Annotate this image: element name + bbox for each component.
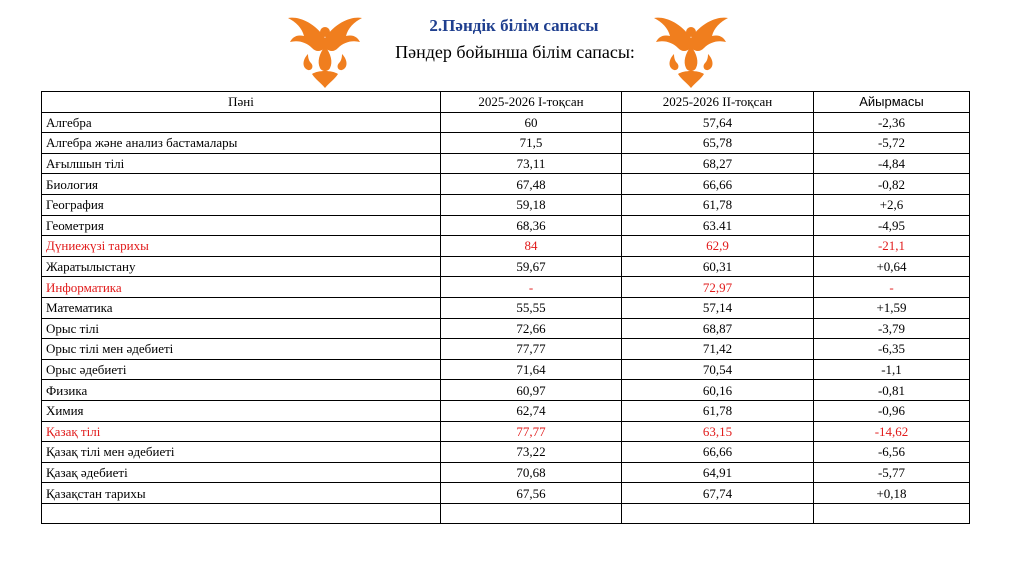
table-body xyxy=(42,112,970,524)
column-header-quarter-2: 2025-2026 ІІ-тоқсан xyxy=(622,92,814,113)
quarter-2-cell: 57,64 xyxy=(622,112,814,133)
table-row xyxy=(42,174,970,195)
difference-cell: -5,77 xyxy=(814,462,970,483)
subject-cell: Физика xyxy=(42,380,441,401)
table-row xyxy=(42,442,970,463)
difference-cell: +0,64 xyxy=(814,256,970,277)
quarter-1-cell: 71,5 xyxy=(441,133,622,154)
table-row xyxy=(42,215,970,236)
table-row xyxy=(42,503,970,524)
difference-cell: -14,62 xyxy=(814,421,970,442)
quarter-1-cell: 72,66 xyxy=(441,318,622,339)
quarter-1-cell: 67,56 xyxy=(441,483,622,504)
difference-cell xyxy=(814,503,970,524)
quarter-1-cell: 70,68 xyxy=(441,462,622,483)
difference-cell: -4,95 xyxy=(814,215,970,236)
subject-cell: Алгебра және анализ бастамалары xyxy=(42,133,441,154)
table-row xyxy=(42,421,970,442)
subject-cell: Геометрия xyxy=(42,215,441,236)
quarter-1-cell: 62,74 xyxy=(441,400,622,421)
difference-cell: +0,18 xyxy=(814,483,970,504)
quarter-1-cell: 60,97 xyxy=(441,380,622,401)
quarter-1-cell: 73,11 xyxy=(441,153,622,174)
subject-cell: Дүниежүзі тарихы xyxy=(42,236,441,257)
subject-cell: Химия xyxy=(42,400,441,421)
quarter-2-cell: 68,87 xyxy=(622,318,814,339)
quarter-2-cell: 71,42 xyxy=(622,339,814,360)
quarter-1-cell: 73,22 xyxy=(441,442,622,463)
difference-cell: -3,79 xyxy=(814,318,970,339)
table-row xyxy=(42,194,970,215)
quarter-2-cell: 66,66 xyxy=(622,174,814,195)
quarter-2-cell: 61,78 xyxy=(622,194,814,215)
quarter-2-cell: 63.41 xyxy=(622,215,814,236)
quarter-2-cell xyxy=(622,503,814,524)
table-row xyxy=(42,277,970,298)
quarter-2-cell: 67,74 xyxy=(622,483,814,504)
quarter-1-cell: 68,36 xyxy=(441,215,622,236)
difference-cell: -0,81 xyxy=(814,380,970,401)
difference-cell: -6,35 xyxy=(814,339,970,360)
quarter-1-cell: 71,64 xyxy=(441,359,622,380)
subject-cell: Орыс тілі xyxy=(42,318,441,339)
table-row xyxy=(42,400,970,421)
quarter-1-cell: - xyxy=(441,277,622,298)
difference-cell: - xyxy=(814,277,970,298)
subject-cell: Информатика xyxy=(42,277,441,298)
table-row xyxy=(42,380,970,401)
table-row xyxy=(42,297,970,318)
subject-cell: Биология xyxy=(42,174,441,195)
subject-cell: Жаратылыстану xyxy=(42,256,441,277)
page-subtitle: Пәндер бойынша білім сапасы: xyxy=(395,42,635,62)
subject-cell: География xyxy=(42,194,441,215)
winged-ornament-icon xyxy=(284,8,366,90)
subject-cell: Ағылшын тілі xyxy=(42,153,441,174)
difference-cell: +2,6 xyxy=(814,194,970,215)
table-row xyxy=(42,133,970,154)
quarter-2-cell: 60,31 xyxy=(622,256,814,277)
quarter-1-cell: 59,67 xyxy=(441,256,622,277)
table-row xyxy=(42,483,970,504)
table-row xyxy=(42,112,970,133)
table-row xyxy=(42,236,970,257)
grades-table xyxy=(41,91,970,524)
difference-cell: -0,82 xyxy=(814,174,970,195)
quarter-2-cell: 57,14 xyxy=(622,297,814,318)
page-title: 2.Пәндік білім сапасы xyxy=(429,16,599,35)
winged-ornament-icon xyxy=(650,8,732,90)
difference-cell: -0,96 xyxy=(814,400,970,421)
column-header-quarter-1: 2025-2026 І-тоқсан xyxy=(441,92,622,113)
table-row xyxy=(42,318,970,339)
quarter-1-cell: 55,55 xyxy=(441,297,622,318)
table-row xyxy=(42,339,970,360)
difference-cell: -4,84 xyxy=(814,153,970,174)
quarter-1-cell: 77,77 xyxy=(441,421,622,442)
quarter-2-cell: 66,66 xyxy=(622,442,814,463)
subject-cell xyxy=(42,503,441,524)
table-row xyxy=(42,462,970,483)
subject-cell: Орыс әдебиеті xyxy=(42,359,441,380)
table-row xyxy=(42,153,970,174)
quarter-2-cell: 63,15 xyxy=(622,421,814,442)
quarter-1-cell xyxy=(441,503,622,524)
difference-cell: -21,1 xyxy=(814,236,970,257)
quarter-2-cell: 62,9 xyxy=(622,236,814,257)
subject-cell: Алгебра xyxy=(42,112,441,133)
difference-cell: -6,56 xyxy=(814,442,970,463)
quarter-2-cell: 61,78 xyxy=(622,400,814,421)
quarter-2-cell: 60,16 xyxy=(622,380,814,401)
quarter-1-cell: 60 xyxy=(441,112,622,133)
quarter-2-cell: 64,91 xyxy=(622,462,814,483)
subject-cell: Қазақ тілі мен әдебиеті xyxy=(42,442,441,463)
quarter-2-cell: 65,78 xyxy=(622,133,814,154)
slide-header xyxy=(0,0,1024,90)
subject-cell: Математика xyxy=(42,297,441,318)
subject-cell: Орыс тілі мен әдебиеті xyxy=(42,339,441,360)
difference-cell: -1,1 xyxy=(814,359,970,380)
table-row xyxy=(42,359,970,380)
difference-cell: -5,72 xyxy=(814,133,970,154)
quarter-1-cell: 77,77 xyxy=(441,339,622,360)
table-header-row xyxy=(42,92,970,113)
subject-cell: Қазақ әдебиеті xyxy=(42,462,441,483)
subject-cell: Қазақ тілі xyxy=(42,421,441,442)
quarter-1-cell: 84 xyxy=(441,236,622,257)
quarter-2-cell: 72,97 xyxy=(622,277,814,298)
quarter-2-cell: 70,54 xyxy=(622,359,814,380)
column-header-subject: Пәні xyxy=(42,92,441,113)
quarter-1-cell: 67,48 xyxy=(441,174,622,195)
quarter-1-cell: 59,18 xyxy=(441,194,622,215)
difference-cell: +1,59 xyxy=(814,297,970,318)
subject-cell: Қазақстан тарихы xyxy=(42,483,441,504)
quarter-2-cell: 68,27 xyxy=(622,153,814,174)
column-header-difference: Айырмасы xyxy=(814,92,970,113)
table-row xyxy=(42,256,970,277)
difference-cell: -2,36 xyxy=(814,112,970,133)
